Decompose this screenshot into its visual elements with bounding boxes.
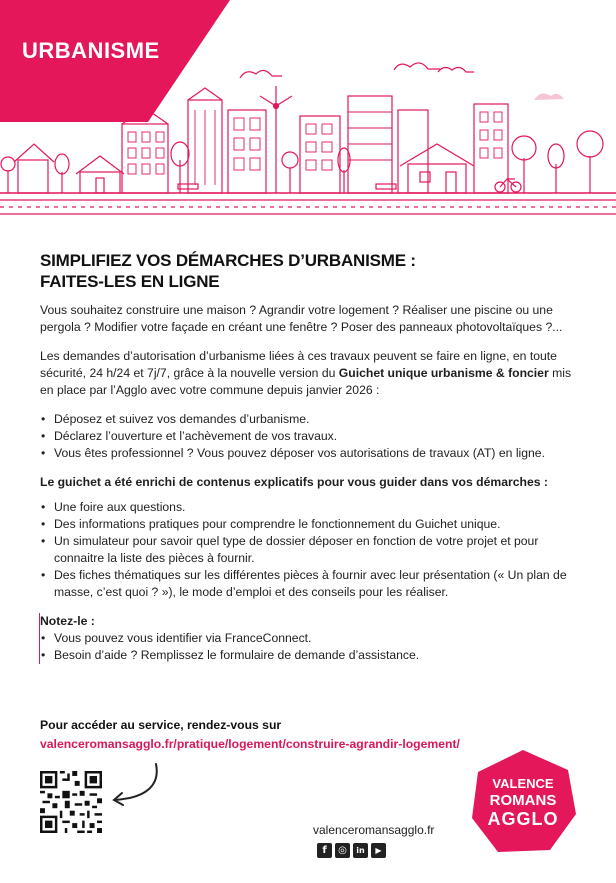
website-url[interactable]: valenceromansagglo.fr: [313, 823, 435, 837]
service-link[interactable]: valenceromansagglo.fr/pratique/logement/construire-agrandir-logement/: [40, 737, 460, 751]
qr-code[interactable]: [40, 771, 102, 833]
page-title: [40, 250, 585, 292]
list-item: • Une foire aux questions.: [40, 499, 585, 516]
list-item: • Besoin d’aide ? Remplissez le formulaire de demande d’assistance.: [40, 647, 585, 664]
list-item: • Des fiches thématiques sur les différentes pièces à fournir avec leur présentation (« Un plan de masse, c’est quoi ? »), le mode d’emploi et des conseils pour les réaliser.: [40, 567, 585, 601]
list-item: • Déposez et suivez vos demandes d’urbanisme.: [40, 411, 585, 428]
logo-line-3: AGGLO: [487, 809, 559, 829]
banner-title: URBANISME: [22, 38, 160, 63]
note-box: [39, 613, 585, 664]
facebook-icon[interactable]: f: [317, 843, 332, 858]
list-item: • Vous êtes professionnel ? Vous pouvez déposer vos autorisations de travaux (AT) en ligne.: [40, 445, 585, 462]
pointer-arrow-icon: [108, 762, 166, 808]
linkedin-icon[interactable]: in: [353, 843, 368, 858]
access-section: [40, 716, 460, 754]
list-item: • Un simulateur pour savoir quel type de dossier déposer en fonction de votre projet et pour connaitre la liste des pièces à fournir.: [40, 533, 585, 567]
instagram-icon[interactable]: ◎: [335, 843, 350, 858]
intro-paragraph: Vous souhaitez construire une maison ? Agrandir votre logement ? Réaliser une piscine ou une pergola ? Modifier votre façade en créant une fenêtre ? Poser des panneaux photovoltaïques ?...: [40, 303, 563, 334]
note-list: [40, 630, 585, 664]
valence-romans-agglo-logo: [468, 748, 578, 858]
youtube-icon[interactable]: ▶: [371, 843, 386, 858]
guichet-unique-name: Guichet unique urbanisme & foncier: [338, 366, 549, 380]
content-list: [40, 499, 585, 601]
logo-line-2: ROMANS: [489, 792, 557, 809]
title-line-2: FAITES-LES EN LIGNE: [40, 272, 220, 291]
enriched-heading: Le guichet a été enrichi de contenus explicatifs pour vous guider dans vos démarches :: [40, 475, 548, 489]
authorization-paragraph: [40, 348, 585, 399]
authorization-text-before: Les demandes d’autorisation d’urbanisme liées à ces travaux peuvent se faire en ligne, en toute sécurité, 24 h/24 et 7j/7, grâce à la nouvelle version du: [40, 349, 557, 380]
city-illustration: [0, 60, 616, 240]
authorization-text-after: mis en place par l’Agglo avec votre commune depuis janvier 2026 :: [40, 366, 572, 397]
note-title: Notez-le :: [40, 614, 95, 628]
access-title: Pour accéder au service, rendez-vous sur: [40, 718, 282, 732]
list-item: • Vous pouvez vous identifier via FranceConnect.: [40, 630, 585, 647]
title-line-1: SIMPLIFIEZ VOS DÉMARCHES D’URBANISME :: [40, 251, 416, 270]
list-item: • Des informations pratiques pour comprendre le fonctionnement du Guichet unique.: [40, 516, 585, 533]
social-links: [317, 843, 386, 858]
list-item: • Déclarez l’ouverture et l’achèvement de vos travaux.: [40, 428, 585, 445]
services-list: [40, 411, 585, 462]
main-content: [40, 250, 585, 676]
logo-line-1: VALENCE: [492, 776, 554, 791]
